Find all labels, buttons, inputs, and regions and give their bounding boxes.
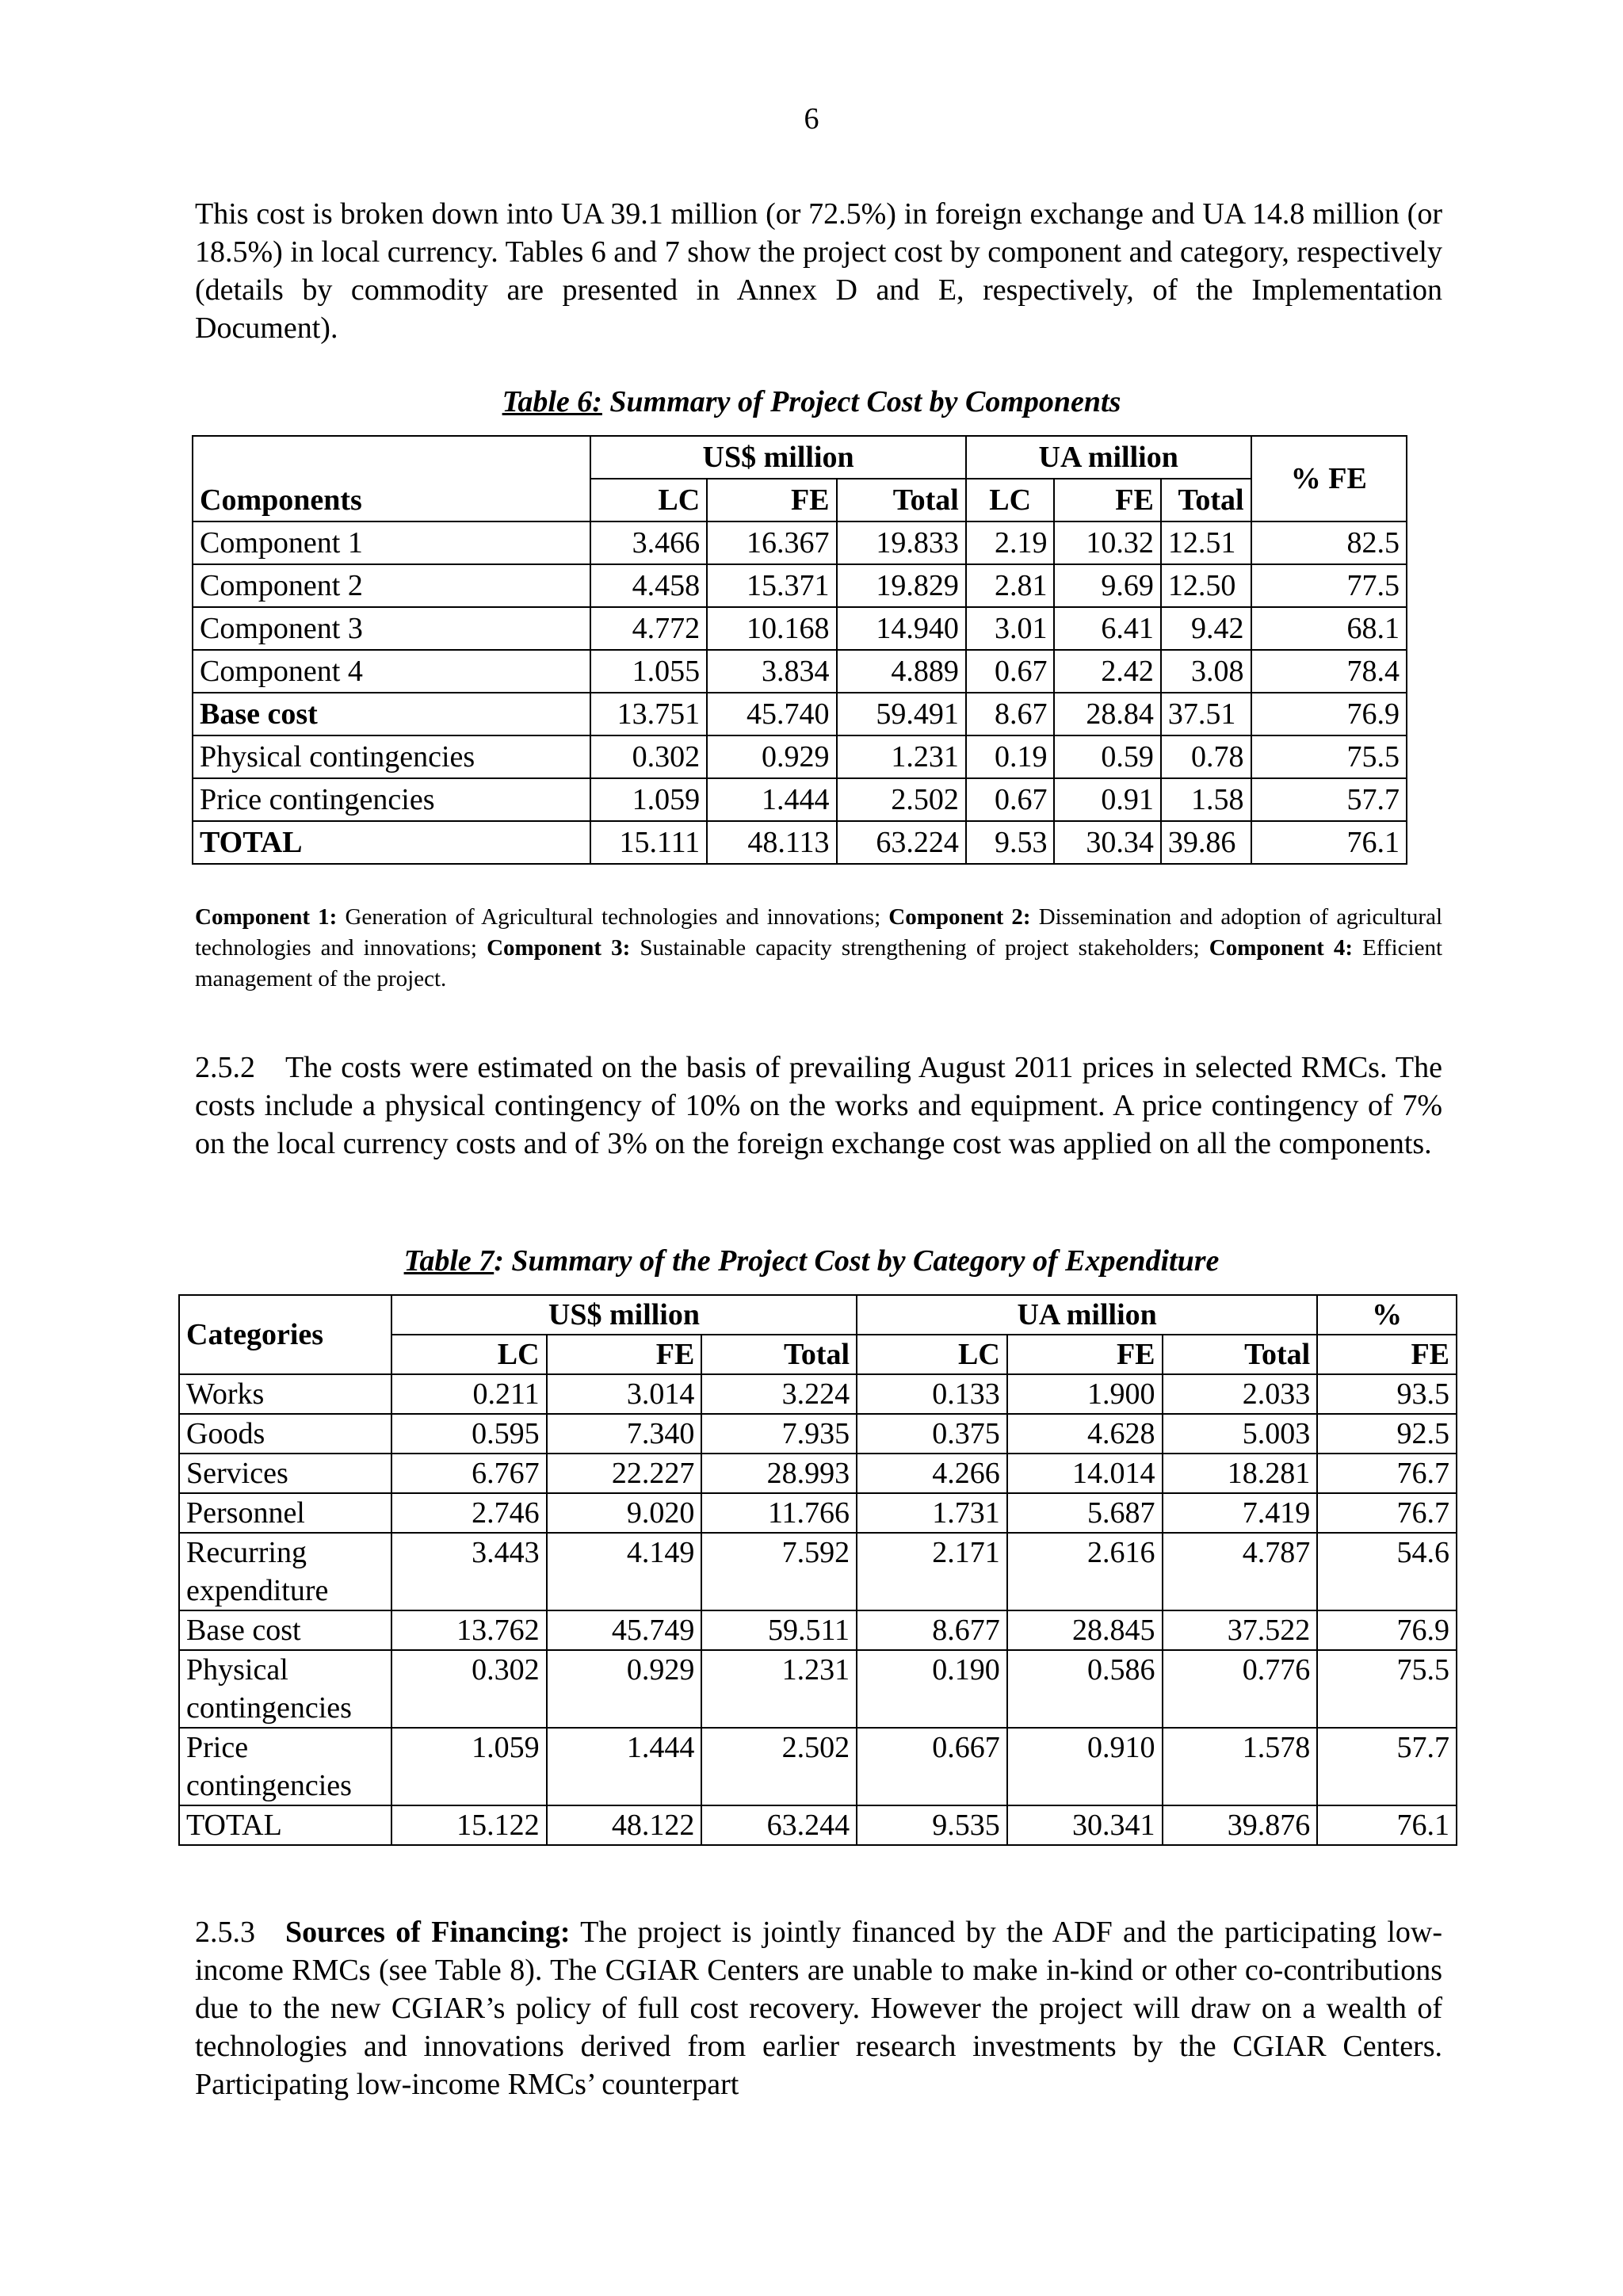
ua-lc-cell: 0.375 — [857, 1414, 1007, 1454]
footnote-component1-text: Generation of Agricultural technologies and innovations; — [337, 904, 889, 930]
table7-caption-title: : Summary of the Project Cost by Category of Expenditure — [494, 1244, 1220, 1278]
usd-total-cell: 63.244 — [701, 1805, 857, 1845]
table7-header-row-1 — [179, 1295, 1457, 1335]
usd-fe-cell: 45.749 — [547, 1610, 702, 1650]
ua-total-cell: 7.419 — [1163, 1493, 1318, 1533]
footnote-component2-text: Dissemination and adoption of agricultural technologies and innovations; — [195, 904, 1443, 961]
footnote-component3-label: Component 3: — [487, 935, 631, 961]
pct-fe-cell: 76.9 — [1317, 1610, 1457, 1650]
ua-fe-cell: 5.687 — [1007, 1493, 1163, 1533]
usd-total-cell: 7.935 — [701, 1414, 857, 1454]
table6-header-empty — [193, 436, 590, 479]
row-label: Works — [179, 1374, 391, 1414]
ua-lc-cell: 2.81 — [966, 564, 1055, 607]
ua-fe-cell: 0.910 — [1007, 1728, 1163, 1805]
table7 — [178, 1294, 1457, 1846]
table6-header-ua-lc: LC — [966, 479, 1055, 521]
usd-fe-cell: 0.929 — [707, 735, 836, 778]
pct-fe-cell: 82.5 — [1251, 521, 1407, 564]
pct-fe-cell: 57.7 — [1251, 778, 1407, 821]
pct-fe-cell: 76.9 — [1251, 693, 1407, 735]
table7-caption-label: Table 7 — [403, 1244, 495, 1278]
table6-header-row-2 — [193, 479, 1407, 521]
usd-lc-cell: 3.466 — [590, 521, 707, 564]
table7-header-pct: % — [1317, 1295, 1457, 1335]
usd-total-cell: 3.224 — [701, 1374, 857, 1414]
ua-lc-cell: 0.190 — [857, 1650, 1007, 1728]
ua-lc-cell: 1.731 — [857, 1493, 1007, 1533]
table7-header-usd-total: Total — [701, 1335, 857, 1374]
ua-fe-cell: 0.91 — [1054, 778, 1160, 821]
intro-paragraph: This cost is broken down into UA 39.1 million (or 72.5%) in foreign exchange and UA 14.8 million (or 18.5%) in local currency. Tables 6 and 7 show the project cost by component and category, respectively (details by commodity are presented in Annex D and E, respectively, of the Implementation Document). — [195, 197, 1442, 345]
table6 — [192, 435, 1407, 865]
table-row — [179, 1728, 1457, 1805]
usd-total-cell: 2.502 — [701, 1728, 857, 1805]
table7-header-ua-total: Total — [1163, 1335, 1318, 1374]
usd-total-cell: 7.592 — [701, 1533, 857, 1610]
ua-fe-cell: 30.34 — [1054, 821, 1160, 864]
paragraph-2-5-3-text: The project is jointly financed by the ADF and the participating low-income RMCs (see Table 8). The CGIAR Centers are unable to make in-kind or other co-contributions due to the new CGIAR’s policy of full cost recovery. However the project will draw on a wealth of technologies and innovations derived from earlier research investments by the CGIAR Centers. Participating low-income RMCs’ counterpart — [195, 1916, 1442, 2101]
usd-lc-cell: 3.443 — [391, 1533, 547, 1610]
usd-lc-cell: 6.767 — [391, 1454, 547, 1493]
usd-total-cell: 19.833 — [837, 521, 966, 564]
usd-total-cell: 59.511 — [701, 1610, 857, 1650]
pct-fe-cell: 68.1 — [1251, 607, 1407, 650]
usd-lc-cell: 0.302 — [590, 735, 707, 778]
ua-total-cell: 37.522 — [1163, 1610, 1318, 1650]
row-label: Services — [179, 1454, 391, 1493]
table-row — [179, 1650, 1457, 1728]
row-label: Recurring expenditure — [179, 1533, 391, 1610]
ua-lc-cell: 8.677 — [857, 1610, 1007, 1650]
row-label: Personnel — [179, 1493, 391, 1533]
pct-fe-cell: 76.1 — [1251, 821, 1407, 864]
usd-fe-cell: 10.168 — [707, 607, 836, 650]
usd-total-cell: 59.491 — [837, 693, 966, 735]
usd-fe-cell: 1.444 — [707, 778, 836, 821]
table7-header-ua: UA million — [857, 1295, 1317, 1335]
usd-total-cell: 4.889 — [837, 650, 966, 693]
ua-lc-cell: 0.67 — [966, 650, 1055, 693]
usd-lc-cell: 1.059 — [391, 1728, 547, 1805]
table7-caption — [0, 1243, 1623, 1279]
usd-lc-cell: 4.772 — [590, 607, 707, 650]
usd-fe-cell: 7.340 — [547, 1414, 702, 1454]
row-label: Goods — [179, 1414, 391, 1454]
row-label: TOTAL — [179, 1805, 391, 1845]
usd-fe-cell: 45.740 — [707, 693, 836, 735]
ua-total-cell: 4.787 — [1163, 1533, 1318, 1610]
ua-lc-cell: 0.19 — [966, 735, 1055, 778]
table-row — [193, 778, 1407, 821]
table6-caption-title: Summary of Project Cost by Components — [601, 385, 1121, 418]
row-label: TOTAL — [193, 821, 590, 864]
ua-lc-cell: 9.53 — [966, 821, 1055, 864]
table6-header-ua-fe: FE — [1054, 479, 1160, 521]
usd-lc-cell: 4.458 — [590, 564, 707, 607]
ua-fe-cell: 6.41 — [1054, 607, 1160, 650]
usd-lc-cell: 13.751 — [590, 693, 707, 735]
ua-total-cell: 39.876 — [1163, 1805, 1318, 1845]
usd-total-cell: 2.502 — [837, 778, 966, 821]
ua-total-cell: 1.578 — [1163, 1728, 1318, 1805]
table-row — [179, 1805, 1457, 1845]
table6-header-components: Components — [193, 479, 590, 521]
usd-lc-cell: 0.302 — [391, 1650, 547, 1728]
row-label: Physical contingencies — [193, 735, 590, 778]
usd-fe-cell: 3.834 — [707, 650, 836, 693]
ua-total-cell: 5.003 — [1163, 1414, 1318, 1454]
table-row — [179, 1610, 1457, 1650]
paragraph-2-5-3-number: 2.5.3 — [195, 1916, 285, 1949]
row-label: Price contingencies — [179, 1728, 391, 1805]
usd-fe-cell: 22.227 — [547, 1454, 702, 1493]
ua-fe-cell: 2.616 — [1007, 1533, 1163, 1610]
pct-fe-cell: 76.7 — [1317, 1454, 1457, 1493]
ua-fe-cell: 14.014 — [1007, 1454, 1163, 1493]
ua-lc-cell: 2.19 — [966, 521, 1055, 564]
ua-total-cell: 0.78 — [1161, 735, 1251, 778]
table6-header-usd-total: Total — [837, 479, 966, 521]
pct-fe-cell: 75.5 — [1317, 1650, 1457, 1728]
usd-fe-cell: 4.149 — [547, 1533, 702, 1610]
ua-lc-cell: 0.67 — [966, 778, 1055, 821]
usd-fe-cell: 48.122 — [547, 1805, 702, 1845]
footnote-component4-text: Efficient management of the project. — [195, 935, 1443, 991]
table-row — [193, 521, 1407, 564]
ua-fe-cell: 30.341 — [1007, 1805, 1163, 1845]
ua-lc-cell: 2.171 — [857, 1533, 1007, 1610]
ua-lc-cell: 0.133 — [857, 1374, 1007, 1414]
row-label: Component 4 — [193, 650, 590, 693]
pct-fe-cell: 92.5 — [1317, 1414, 1457, 1454]
footnote-component2-label: Component 2: — [888, 904, 1031, 930]
footnote-component4-label: Component 4: — [1209, 935, 1354, 961]
table6-caption-label: Table 6: — [502, 385, 602, 418]
ua-total-cell: 12.50 — [1161, 564, 1251, 607]
row-label: Physical contingencies — [179, 1650, 391, 1728]
table7-header-usd-fe: FE — [547, 1335, 702, 1374]
paragraph-2-5-2: 2.5.2 The costs were estimated on the basis of prevailing August 2011 prices in selected RMCs. The costs include a physical contingency of 10% on the works and equipment. A price contingency of 7% on the local currency costs and of 3% on the foreign exchange cost was applied on all the components. — [195, 1051, 1442, 1160]
usd-lc-cell: 15.122 — [391, 1805, 547, 1845]
pct-fe-cell: 54.6 — [1317, 1533, 1457, 1610]
ua-fe-cell: 4.628 — [1007, 1414, 1163, 1454]
ua-lc-cell: 3.01 — [966, 607, 1055, 650]
pct-fe-cell: 76.1 — [1317, 1805, 1457, 1845]
ua-total-cell: 18.281 — [1163, 1454, 1318, 1493]
usd-fe-cell: 1.444 — [547, 1728, 702, 1805]
ua-fe-cell: 0.59 — [1054, 735, 1160, 778]
ua-lc-cell: 0.667 — [857, 1728, 1007, 1805]
usd-total-cell: 1.231 — [701, 1650, 857, 1728]
usd-total-cell: 11.766 — [701, 1493, 857, 1533]
ua-total-cell: 3.08 — [1161, 650, 1251, 693]
row-label: Component 2 — [193, 564, 590, 607]
usd-lc-cell: 15.111 — [590, 821, 707, 864]
pct-fe-cell: 76.7 — [1317, 1493, 1457, 1533]
ua-fe-cell: 28.84 — [1054, 693, 1160, 735]
ua-total-cell: 2.033 — [1163, 1374, 1318, 1414]
table6-header-ua-total: Total — [1161, 479, 1251, 521]
table-row — [193, 821, 1407, 864]
table-row — [193, 607, 1407, 650]
usd-total-cell: 28.993 — [701, 1454, 857, 1493]
ua-fe-cell: 28.845 — [1007, 1610, 1163, 1650]
usd-fe-cell: 0.929 — [547, 1650, 702, 1728]
paragraph-2-5-3-heading: Sources of Financing: — [285, 1916, 571, 1949]
ua-lc-cell: 8.67 — [966, 693, 1055, 735]
ua-total-cell: 12.51 — [1161, 521, 1251, 564]
ua-total-cell: 37.51 — [1161, 693, 1251, 735]
table6-header-usd-lc: LC — [590, 479, 707, 521]
ua-total-cell: 0.776 — [1163, 1650, 1318, 1728]
paragraph-2-5-3 — [195, 1913, 1442, 2103]
table6-caption — [0, 384, 1623, 420]
pct-fe-cell: 93.5 — [1317, 1374, 1457, 1414]
row-label: Price contingencies — [193, 778, 590, 821]
table7-header-categories: Categories — [179, 1295, 391, 1374]
usd-lc-cell: 1.059 — [590, 778, 707, 821]
table7-header-ua-fe: FE — [1007, 1335, 1163, 1374]
table-row — [179, 1493, 1457, 1533]
usd-total-cell: 1.231 — [837, 735, 966, 778]
table-row — [193, 693, 1407, 735]
usd-total-cell: 63.224 — [837, 821, 966, 864]
usd-fe-cell: 9.020 — [547, 1493, 702, 1533]
ua-total-cell: 9.42 — [1161, 607, 1251, 650]
row-label: Base cost — [193, 693, 590, 735]
table6-header-usd: US$ million — [590, 436, 965, 479]
table7-header-usd: US$ million — [391, 1295, 857, 1335]
table7-header-ua-lc: LC — [857, 1335, 1007, 1374]
table6-header-pct-fe: % FE — [1251, 436, 1407, 521]
usd-lc-cell: 0.595 — [391, 1414, 547, 1454]
usd-fe-cell: 3.014 — [547, 1374, 702, 1414]
ua-total-cell: 39.86 — [1161, 821, 1251, 864]
table-row — [179, 1414, 1457, 1454]
table-row — [179, 1454, 1457, 1493]
table-row — [193, 650, 1407, 693]
row-label: Component 1 — [193, 521, 590, 564]
usd-lc-cell: 2.746 — [391, 1493, 547, 1533]
ua-total-cell: 1.58 — [1161, 778, 1251, 821]
table7-header-pct-fe: FE — [1317, 1335, 1457, 1374]
table6-footnote — [195, 902, 1442, 995]
ua-fe-cell: 2.42 — [1054, 650, 1160, 693]
footnote-component1-label: Component 1: — [195, 904, 338, 930]
table-row — [179, 1374, 1457, 1414]
page-number: 6 — [804, 102, 819, 136]
usd-fe-cell: 15.371 — [707, 564, 836, 607]
pct-fe-cell: 78.4 — [1251, 650, 1407, 693]
ua-fe-cell: 1.900 — [1007, 1374, 1163, 1414]
pct-fe-cell: 75.5 — [1251, 735, 1407, 778]
usd-total-cell: 14.940 — [837, 607, 966, 650]
table6-header-ua: UA million — [966, 436, 1251, 479]
ua-fe-cell: 0.586 — [1007, 1650, 1163, 1728]
table-row — [193, 735, 1407, 778]
footnote-component3-text: Sustainable capacity strengthening of project stakeholders; — [630, 935, 1209, 961]
usd-total-cell: 19.829 — [837, 564, 966, 607]
usd-lc-cell: 13.762 — [391, 1610, 547, 1650]
row-label: Component 3 — [193, 607, 590, 650]
ua-lc-cell: 9.535 — [857, 1805, 1007, 1845]
ua-fe-cell: 9.69 — [1054, 564, 1160, 607]
usd-lc-cell: 0.211 — [391, 1374, 547, 1414]
table-row — [179, 1533, 1457, 1610]
row-label: Base cost — [179, 1610, 391, 1650]
usd-fe-cell: 16.367 — [707, 521, 836, 564]
usd-lc-cell: 1.055 — [590, 650, 707, 693]
ua-fe-cell: 10.32 — [1054, 521, 1160, 564]
ua-lc-cell: 4.266 — [857, 1454, 1007, 1493]
table6-header-usd-fe: FE — [707, 479, 836, 521]
table7-header-usd-lc: LC — [391, 1335, 547, 1374]
pct-fe-cell: 57.7 — [1317, 1728, 1457, 1805]
pct-fe-cell: 77.5 — [1251, 564, 1407, 607]
usd-fe-cell: 48.113 — [707, 821, 836, 864]
table6-header-row-1 — [193, 436, 1407, 479]
table-row — [193, 564, 1407, 607]
